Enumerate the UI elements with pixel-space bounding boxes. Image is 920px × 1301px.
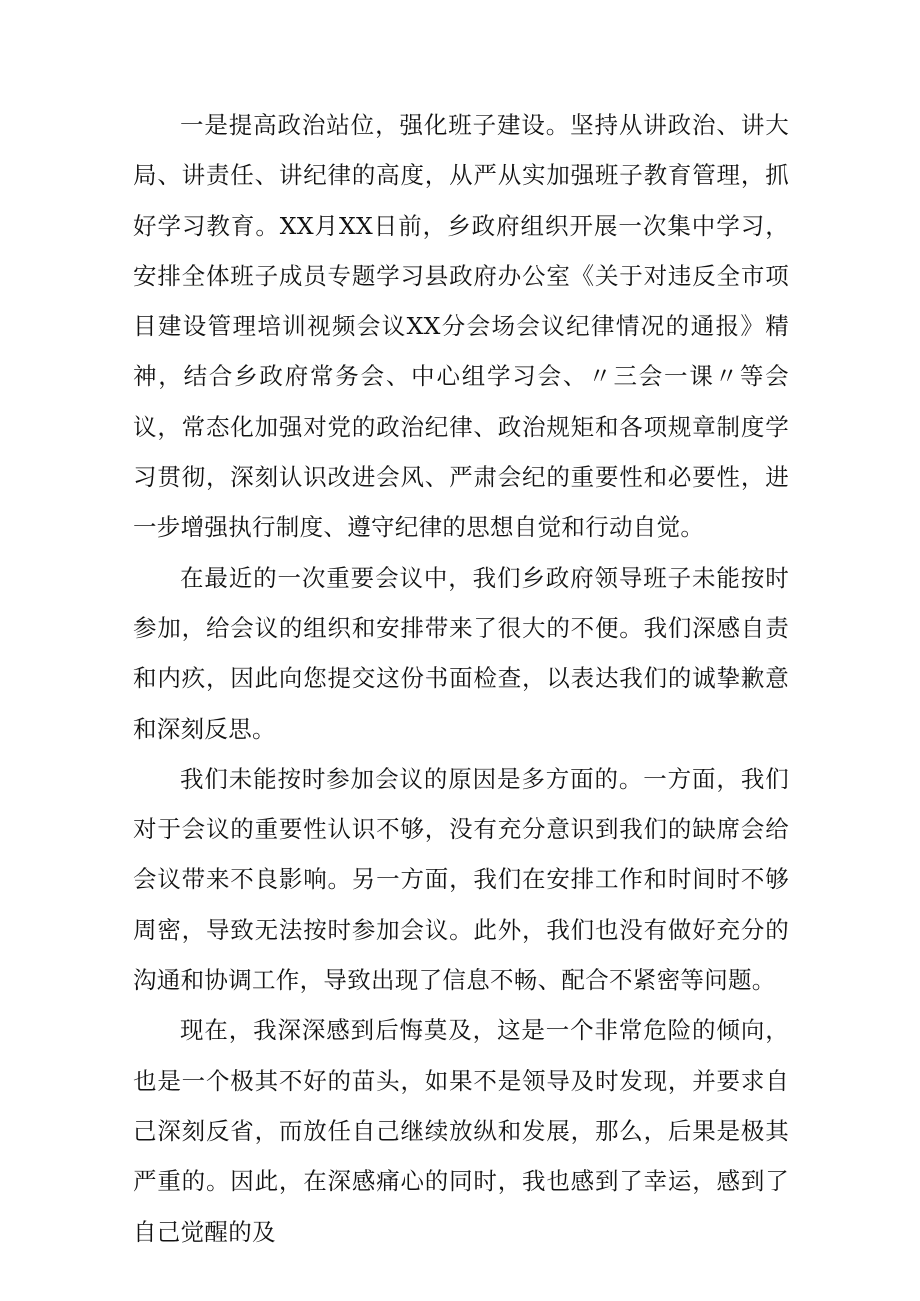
document-body: [133, 100, 789, 1257]
paragraph-political-standing: 一是提高政治站位，强化班子建设。坚持从讲政治、讲大局、讲责任、讲纪律的高度，从严从实加强班子教育管理，抓好学习教育。XX月XX日前，乡政府组织开展一次集中学习，安排全体班子成员专题学习县政府办公室《关于对违反全市项目建设管理培训视频会议XX分会场会议纪律情况的通报》精神，结合乡政府常务会、中心组学习会、〃三会一课〃等会议，常态化加强对党的政治纪律、政治规矩和各项规章制度学习贯彻，深刻认识改进会风、严肃会纪的重要性和必要性，进一步增强执行制度、遵守纪律的思想自觉和行动自觉。: [133, 111, 789, 542]
paragraph-meeting-absence: 在最近的一次重要会议中，我们乡政府领导班子未能按时参加，给会议的组织和安排带来了很大的不便。我们深感自责和内疚，因此向您提交这份书面检查，以表达我们的诚挚歉意和深刻反思。: [133, 563, 789, 743]
paragraph-reasons: 我们未能按时参加会议的原因是多方面的。一方面，我们对于会议的重要性认识不够，没有充分意识到我们的缺席会给会议带来不良影响。另一方面，我们在安排工作和时间时不够周密，导致无法按时参加会议。此外，我们也没有做好充分的沟通和协调工作，导致出现了信息不畅、配合不紧密等问题。: [133, 764, 789, 995]
paragraph-reflection: 现在，我深深感到后悔莫及，这是一个非常危险的倾向，也是一个极其不好的苗头，如果不是领导及时发现，并要求自己深刻反省，而放任自己继续放纵和发展，那么，后果是极其严重的。因此，在深感痛心的同时，我也感到了幸运，感到了自己觉醒的及: [133, 1016, 789, 1246]
